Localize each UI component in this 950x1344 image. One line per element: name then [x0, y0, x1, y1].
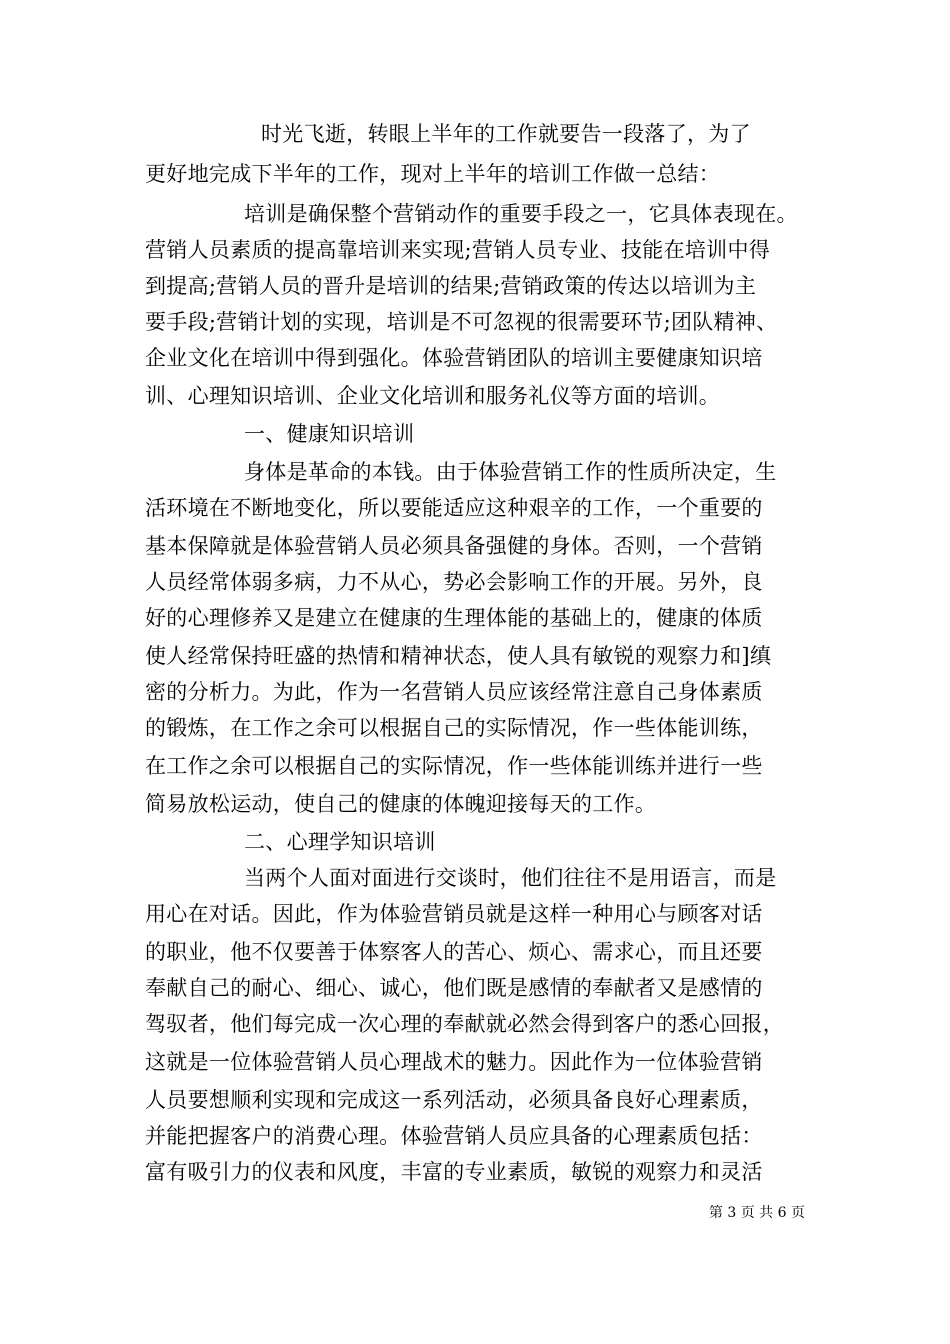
section-heading: 一、健康知识培训	[244, 422, 415, 446]
text-line: 奉献自己的耐心、细心、诚心，他们既是感情的奉献者又是感情的	[145, 976, 763, 1000]
text-line: 并能把握客户的消费心理。体验营销人员应具备的心理素质包括：	[145, 1124, 763, 1148]
text-line: 使人经常保持旺盛的热情和精神状态，使人具有敏锐的观察力和]缜	[145, 644, 772, 668]
text-line: 富有吸引力的仪表和风度，丰富的专业素质，敏锐的观察力和灵活	[145, 1160, 763, 1184]
text-line: 用心在对话。因此，作为体验营销员就是这样一种用心与顾客对话	[145, 902, 763, 926]
text-line: 当两个人面对面进行交谈时，他们往往不是用语言，而是	[244, 866, 777, 890]
text-line: 要手段;营销计划的实现，培训是不可忽视的很需要环节;团队精神、	[145, 310, 778, 334]
section-heading: 二、心理学知识培训	[244, 830, 436, 854]
text-line: 到提高;营销人员的晋升是培训的结果;营销政策的传达以培训为主	[145, 274, 757, 298]
text-line: 密的分析力。为此，作为一名营销人员应该经常注意自己身体素质	[145, 680, 763, 704]
text-line: 驾驭者，他们每完成一次心理的奉献就必然会得到客户的悉心回报，	[145, 1012, 784, 1036]
text-line: 这就是一位体验营销人员心理战术的魅力。因此作为一位体验营销	[145, 1050, 763, 1074]
text-line: 人员经常体弱多病，力不从心，势必会影响工作的开展。另外，良	[145, 570, 763, 594]
page-number: 第 3 页 共 6 页	[708, 1205, 805, 1221]
text-line: 营销人员素质的提高靠培训来实现;营销人员专业、技能在培训中得	[145, 238, 771, 262]
text-line: 训、心理知识培训、企业文化培训和服务礼仪等方面的培训。	[145, 384, 721, 408]
text-line: 时光飞逝，转眼上半年的工作就要告一段落了，为了	[261, 122, 751, 146]
text-line: 培训是确保整个营销动作的重要手段之一，它具体表现在。	[244, 202, 798, 226]
text-line: 人员要想顺利实现和完成这一系列活动，必须具备良好心理素质，	[145, 1088, 763, 1112]
text-line: 企业文化在培训中得到强化。体验营销团队的培训主要健康知识培	[145, 346, 763, 370]
text-line: 简易放松运动，使自己的健康的体魄迎接每天的工作。	[145, 792, 657, 816]
text-line: 在工作之余可以根据自己的实际情况，作一些体能训练并进行一些	[145, 754, 763, 778]
text-line: 的锻炼，在工作之余可以根据自己的实际情况，作一些体能训练，	[145, 716, 763, 740]
text-line: 更好地完成下半年的工作，现对上半年的培训工作做一总结：	[145, 162, 721, 186]
text-line: 基本保障就是体验营销人员必须具备强健的身体。否则，一个营销	[145, 534, 763, 558]
text-line: 的职业，他不仅要善于体察客人的苦心、烦心、需求心，而且还要	[145, 940, 763, 964]
text-line: 身体是革命的本钱。由于体验营销工作的性质所决定，生	[244, 460, 777, 484]
text-line: 好的心理修养又是建立在健康的生理体能的基础上的，健康的体质	[145, 606, 763, 630]
text-line: 活环境在不断地变化，所以要能适应这种艰辛的工作，一个重要的	[145, 496, 763, 520]
